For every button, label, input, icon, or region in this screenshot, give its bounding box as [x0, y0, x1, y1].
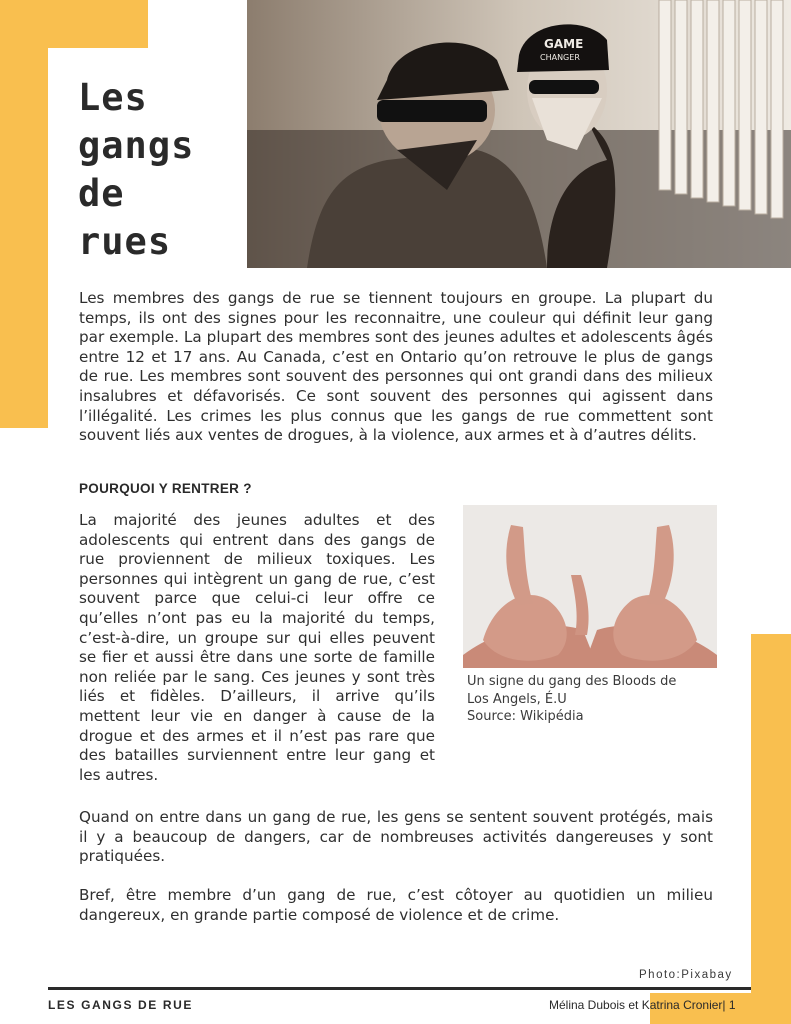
caption-line: Un signe du gang des Bloods de	[467, 674, 677, 689]
accent-block-top	[0, 0, 148, 48]
photo-credit: Photo:Pixabay	[639, 969, 733, 981]
page-title	[78, 74, 238, 266]
cap-text: GAME	[544, 37, 584, 51]
title-line: rues	[78, 220, 172, 263]
hand-sign-illustration	[463, 505, 717, 668]
cap-text: CHANGER	[540, 53, 580, 62]
photo-caption	[467, 673, 719, 726]
accent-bar-right	[751, 634, 791, 1024]
hand-sign-photo	[463, 505, 717, 668]
footer-authors-page: Mélina Dubois et Katrina Cronier| 1	[549, 998, 736, 1012]
caption-line: Los Angels, É.U	[467, 691, 567, 707]
footer-divider	[48, 987, 751, 990]
accent-bar-left	[0, 48, 48, 428]
dangers-paragraph: Quand on entre dans un gang de rue, les gens se sentent souvent protégés, mais il y a beaucoup de dangers, car de nombreuses activités dangereuses y sont pratiquées.	[79, 808, 713, 866]
title-line: gangs	[78, 124, 195, 167]
title-line: Les	[78, 76, 148, 119]
conclusion-paragraph: Bref, être membre d’un gang de rue, c’est côtoyer au quotidien un milieu dangereux, en grande partie composé de violence et de crime.	[79, 886, 713, 924]
hero-photo	[247, 0, 791, 268]
title-line: de	[78, 172, 125, 215]
footer-title: LES GANGS DE RUE	[48, 998, 193, 1012]
caption-source: Source: Wikipédia	[467, 709, 584, 724]
intro-paragraph: Les membres des gangs de rue se tiennent toujours en groupe. La plupart du temps, ils ont des signes pour les reconnaitre, une couleur qui définit leur gang par exemple. La plupart des membres sont des jeunes adultes et adolescents âgés entre 12 et 17 ans. Au Canada, c’est en Ontario qu’on retrouve le plus de gangs de rue. Les membres sont souvent des personnes qui ont grandi dans des milieux insalubres et défavorisés. Ce sont souvent des personnes qui agissent dans l’illégalité. Les crimes les plus connus que les gangs de rue commettent sont souvent liés aux ventes de drogues, à la violence, aux armes et à d’autres délits.	[79, 289, 713, 445]
reasons-paragraph: La majorité des jeunes adultes et des adolescents qui entrent dans des gangs de rue proviennent de milieux toxiques. Les personnes qui intègrent un gang de rue, c’est souvent parce que celui-ci leur offre ce qu’elles n’ont pas eu la majorité du temps, c’est-à-dire, un groupe sur qui elles peuvent se fier et aussi être dans une sorte de famille non reliée par le sang. Ces jeunes y sont très liés et fidèles. D’ailleurs, il arrive qu’ils mettent leur vie en danger à cause de la drogue et des armes et il n’est pas rare que des batailles surviennent entre leur gang et les autres.	[79, 511, 435, 784]
section-heading: POURQUOI Y RENTRER ?	[79, 481, 252, 496]
hero-photo-illustration	[247, 0, 791, 268]
